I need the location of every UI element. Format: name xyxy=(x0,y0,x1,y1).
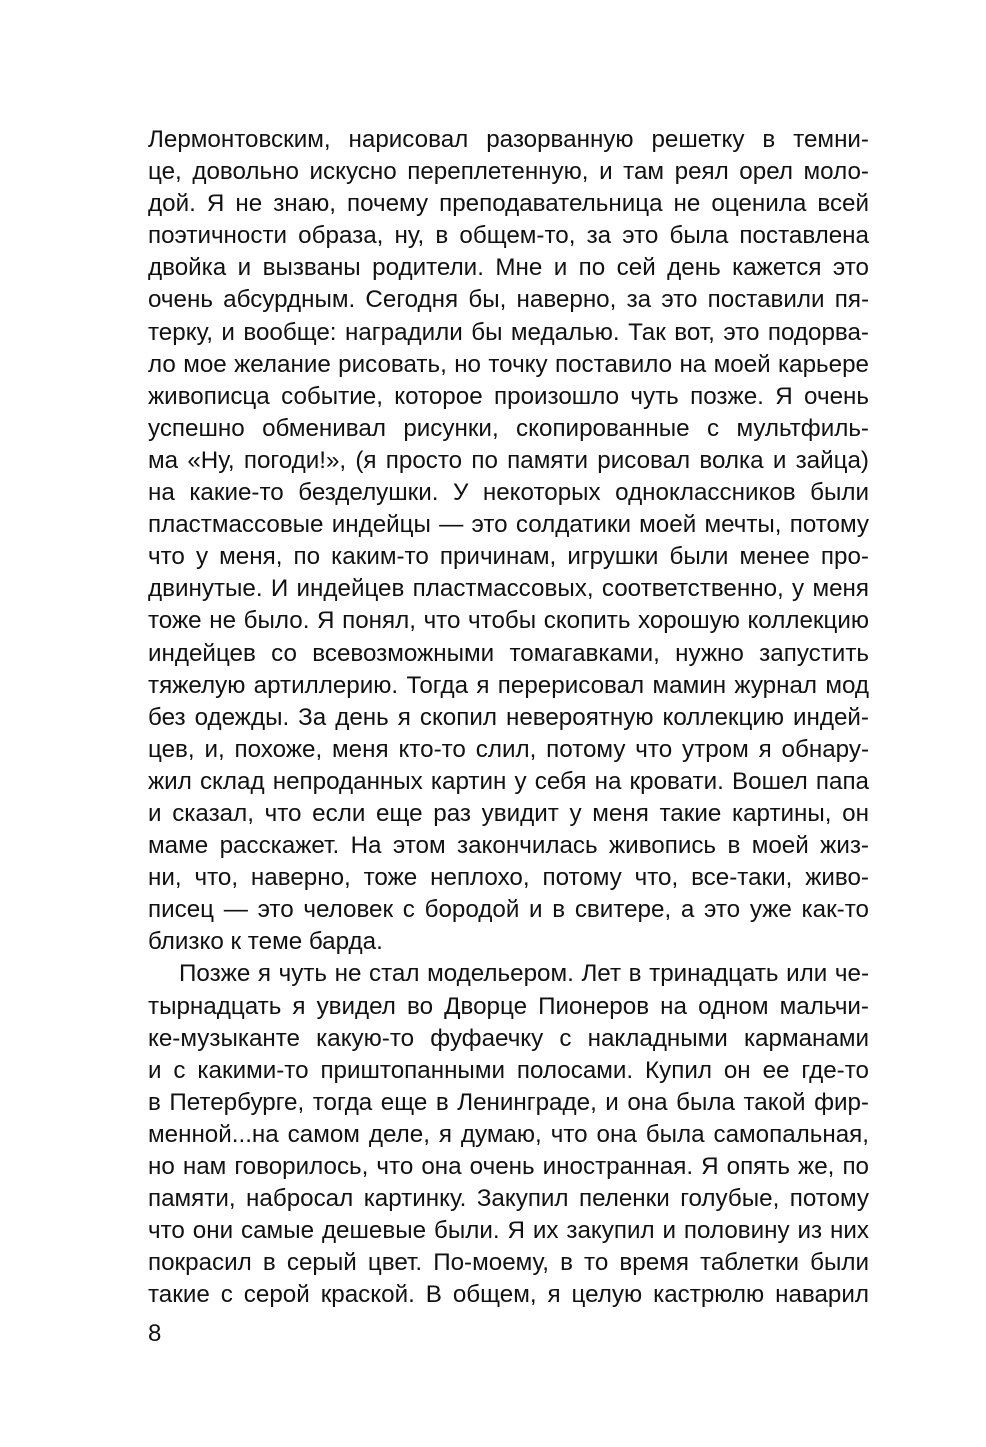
text-line: очень абсурдным. Сегодня бы, наверно, за это поставили пя- xyxy=(148,286,869,314)
text-line: ке-музыканте какую-то фуфаечку с накладными карманами xyxy=(148,1024,869,1052)
text-line: и сказал, что если еще раз увидит у меня такие картины, он xyxy=(148,799,869,827)
text-line: тяжелую артиллерию. Тогда я перерисовал мамин журнал мод xyxy=(148,671,869,699)
text-line: близко к теме барда. xyxy=(148,928,383,956)
text-line: на какие-то безделушки. У некоторых одноклассников были xyxy=(148,479,869,507)
text-line: маме расскажет. На этом закончилась живопись в моей жиз- xyxy=(148,832,869,860)
text-line: тырнадцать я увидел во Дворце Пионеров на одном мальчи- xyxy=(148,992,869,1020)
text-line: терку, и вообще: наградили бы медалью. Так вот, это подорва- xyxy=(148,318,869,346)
text-line: такие с серой краской. В общем, я целую кастрюлю наварил xyxy=(148,1281,869,1309)
text-line: це, довольно искусно переплетенную, и там реял орел моло- xyxy=(148,158,869,186)
text-line: покрасил в серый цвет. По-моему, в то время таблетки были xyxy=(148,1249,869,1277)
text-line: без одежды. За день я скопил невероятную коллекцию индей- xyxy=(148,703,869,731)
text-line: Позже я чуть не стал модельером. Лет в тринадцать или че- xyxy=(179,960,869,988)
text-line: писец — это человек с бородой и в свитере, а это уже как-то xyxy=(148,896,869,924)
text-line: двойка и вызваны родители. Мне и по сей день кажется это xyxy=(148,254,869,282)
text-line: в Петербурге, тогда еще в Ленинграде, и она была такой фир- xyxy=(148,1088,869,1116)
text-line: пластмассовые индейцы — это солдатики моей мечты, потому xyxy=(148,511,869,539)
page-number: 8 xyxy=(148,1320,162,1347)
text-line: ни, что, наверно, тоже неплохо, потому что, все-таки, живо- xyxy=(148,864,869,892)
text-line: менной...на самом деле, я думаю, что она была самопальная, xyxy=(148,1120,869,1148)
text-line: индейцев со всевозможными томагавками, нужно запустить xyxy=(148,639,869,667)
text-line: тоже не было. Я понял, что чтобы скопить хорошую коллекцию xyxy=(148,607,869,635)
text-line: но нам говорилось, что она очень иностранная. Я опять же, по xyxy=(148,1153,869,1180)
text-line: и с какими-то приштопанными полосами. Купил он ее где-то xyxy=(148,1056,869,1084)
text-line: поэтичности образа, ну, в общем-то, за это была поставлена xyxy=(148,222,869,250)
text-line: успешно обменивал рисунки, скопированные с мультфиль- xyxy=(148,414,869,442)
text-line: памяти, набросал картинку. Закупил пеленки голубые, потому xyxy=(148,1185,869,1213)
paragraph xyxy=(148,124,869,958)
text-line: цев, и, похоже, меня кто-то слил, потому что утром я обнару- xyxy=(148,735,869,763)
text-line: живописца событие, которое произошло чуть позже. Я очень xyxy=(148,382,869,410)
text-line: Лермонтовским, нарисовал разорванную решетку в темни- xyxy=(148,126,869,153)
text-line: двинутые. И индейцев пластмассовых, соответственно, у меня xyxy=(148,575,869,603)
text-line: ма «Ну, погоди!», (я просто по памяти рисовал волка и зайца) xyxy=(148,446,869,474)
body-text xyxy=(148,124,869,1311)
text-line: жил склад непроданных картин у себя на кровати. Вошел папа xyxy=(148,767,869,795)
text-line: дой. Я не знаю, почему преподавательница не оценила всей xyxy=(148,190,869,218)
text-line: что они самые дешевые были. Я их закупил и половину из них xyxy=(148,1217,869,1245)
text-line: ло мое желание рисовать, но точку поставило на моей карьере xyxy=(148,350,869,378)
text-line: что у меня, по каким-то причинам, игрушки были менее про- xyxy=(148,543,869,571)
paragraph xyxy=(148,958,869,1311)
